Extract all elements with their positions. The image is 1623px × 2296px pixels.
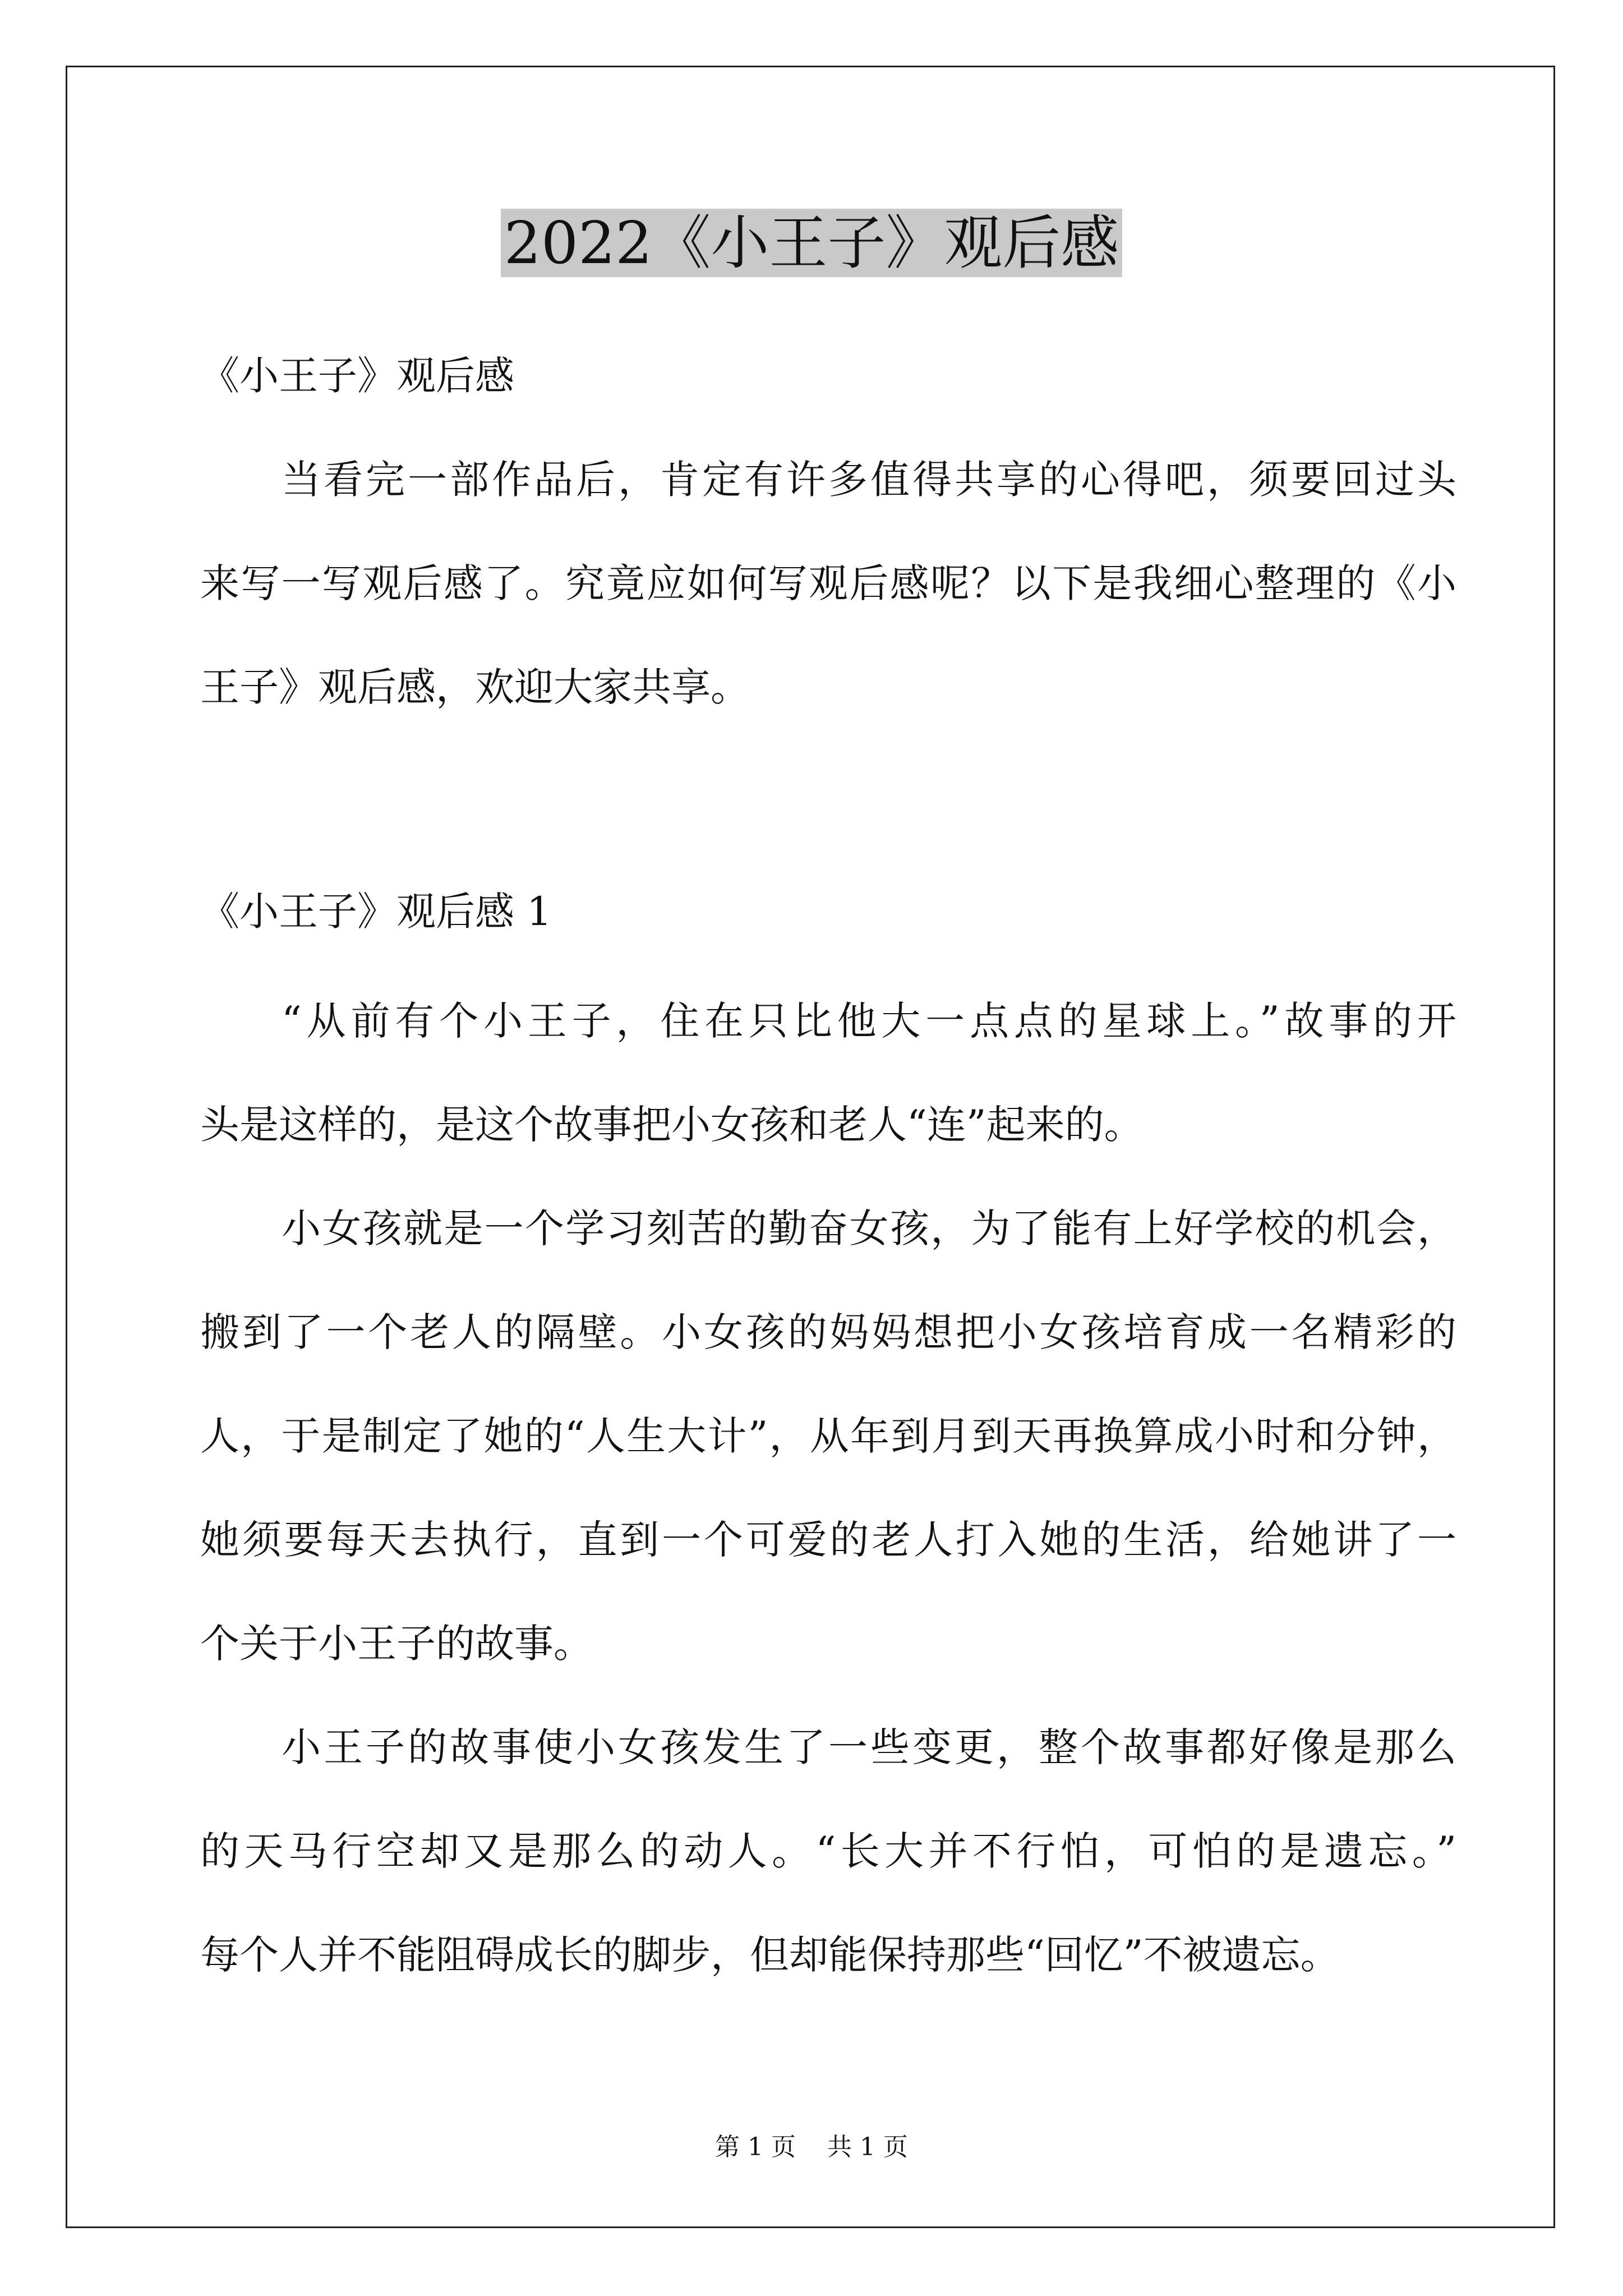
paragraph-line: 个关于小王子的故事。 bbox=[200, 1621, 593, 1667]
page-number-footer: 第 1 页 共 1 页 bbox=[715, 2133, 908, 2161]
paragraph-line: 的天马行空却又是那么的动人。“长大并不行怕，可怕的是遗忘。” bbox=[200, 1828, 1456, 1874]
paragraph-line: 搬到了一个老人的隔壁。小女孩的妈妈想把小女孩培育成一名精彩的 bbox=[200, 1309, 1456, 1355]
paragraph-line: 来写一写观后感了。究竟应如何写观后感呢？以下是我细心整理的《小 bbox=[200, 560, 1456, 606]
paragraph-line: 人，于是制定了她的“人生大计”，从年到月到天再换算成小时和分钟， bbox=[200, 1413, 1456, 1459]
document-title-text: 2022《小王子》观后感 bbox=[501, 209, 1123, 277]
paragraph-line: 当看完一部作品后，肯定有许多值得共享的心得吧，须要回过头 bbox=[282, 457, 1456, 503]
paragraph-line: 她须要每天去执行，直到一个可爱的老人打入她的生活，给她讲了一 bbox=[200, 1517, 1456, 1563]
paragraph-line: 小女孩就是一个学习刻苦的勤奋女孩，为了能有上好学校的机会， bbox=[282, 1205, 1456, 1251]
paragraph-line: 每个人并不能阻碍成长的脚步，但却能保持那些“回忆”不被遗忘。 bbox=[200, 1932, 1340, 1978]
section-heading-1: 《小王子》观后感 1 bbox=[200, 889, 552, 935]
paragraph-line: 王子》观后感，欢迎大家共享。 bbox=[200, 664, 750, 710]
paragraph-line: “从前有个小王子，住在只比他大一点点的星球上。”故事的开 bbox=[282, 998, 1456, 1044]
section-heading-intro: 《小王子》观后感 bbox=[200, 353, 514, 399]
paragraph-line: 小王子的故事使小女孩发生了一些变更，整个故事都好像是那么 bbox=[282, 1724, 1456, 1770]
paragraph-line: 头是这样的，是这个故事把小女孩和老人“连”起来的。 bbox=[200, 1102, 1144, 1148]
document-title bbox=[0, 204, 1623, 282]
